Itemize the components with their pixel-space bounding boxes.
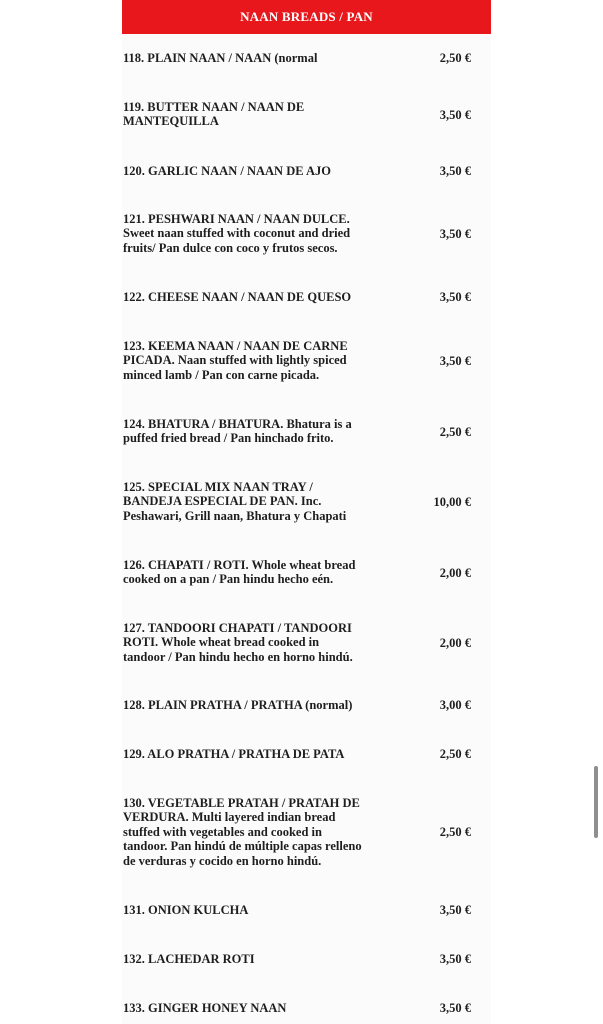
menu-item-description: 121. PESHWARI NAAN / NAAN DULCE. Sweet naan stuffed with coconut and dried fruits/ Pan dulce con coco y frutos secos. (123, 212, 351, 255)
menu-item-price: 2,50 € (439, 425, 471, 439)
menu-item-price: 3,50 € (439, 108, 471, 122)
menu-item-description: 127. TANDOORI CHAPATI / TANDOORI ROTI. Whole wheat bread cooked in tandoor / Pan hindu hecho en horno hindú. (123, 621, 353, 664)
menu-item-price: 2,50 € (439, 51, 471, 65)
menu-item-price: 3,00 € (439, 698, 471, 712)
menu-item-description: 119. BUTTER NAAN / NAAN DE MANTEQUILLA (123, 100, 305, 129)
menu-panel (122, 0, 491, 1024)
menu-item-description: 123. KEEMA NAAN / NAAN DE CARNE PICADA. Naan stuffed with lightly spiced minced lamb / Pan con carne picada. (123, 339, 348, 382)
menu-item-description: 122. CHEESE NAAN / NAAN DE QUESO (123, 290, 352, 304)
menu-item-price: 3,50 € (439, 952, 471, 966)
menu-item-price: 10,00 € (433, 495, 471, 509)
menu-section-title: NAAN BREADS / PAN (240, 9, 373, 24)
menu-item-description: 125. SPECIAL MIX NAAN TRAY / BANDEJA ESPECIAL DE PAN. Inc. Peshawari, Grill naan, Bhatura y Chapati (123, 480, 347, 523)
menu-item-price: 3,50 € (439, 227, 471, 241)
menu-item-description: 126. CHAPATI / ROTI. Whole wheat bread cooked on a pan / Pan hindu hecho eén. (123, 558, 356, 587)
menu-item-price: 2,50 € (439, 825, 471, 839)
menu-section-header (122, 0, 491, 34)
menu-item-description: 124. BHATURA / BHATURA. Bhatura is a puffed fried bread / Pan hinchado frito. (123, 417, 352, 446)
menu-item-description: 128. PLAIN PRATHA / PRATHA (normal) (123, 698, 353, 712)
menu-item-description: 129. ALO PRATHA / PRATHA DE PATA (123, 747, 345, 761)
menu-item-price: 3,50 € (439, 290, 471, 304)
menu-item-price: 2,00 € (439, 566, 471, 580)
menu-item-description: 118. PLAIN NAAN / NAAN (normal (123, 51, 318, 65)
menu-item-description: 130. VEGETABLE PRATAH / PRATAH DE VERDURA. Multi layered indian bread stuffed with vegetables and cooked in tandoor. Pan hindú de múltiple capas relleno de verduras y cocido en horno hindú. (123, 796, 362, 868)
menu-item-description: 132. LACHEDAR ROTI (123, 952, 255, 966)
menu-item-price: 3,50 € (439, 1001, 471, 1015)
menu-item-price: 3,50 € (439, 354, 471, 368)
menu-item-price: 3,50 € (439, 164, 471, 178)
menu-item-price: 2,00 € (439, 636, 471, 650)
menu-item-price: 3,50 € (439, 903, 471, 917)
menu-item-description: 133. GINGER HONEY NAAN (123, 1001, 287, 1015)
scrollbar-thumb[interactable] (594, 766, 598, 838)
menu-item-description: 131. ONION KULCHA (123, 903, 249, 917)
menu-item-description: 120. GARLIC NAAN / NAAN DE AJO (123, 164, 331, 178)
menu-item-price: 2,50 € (439, 747, 471, 761)
